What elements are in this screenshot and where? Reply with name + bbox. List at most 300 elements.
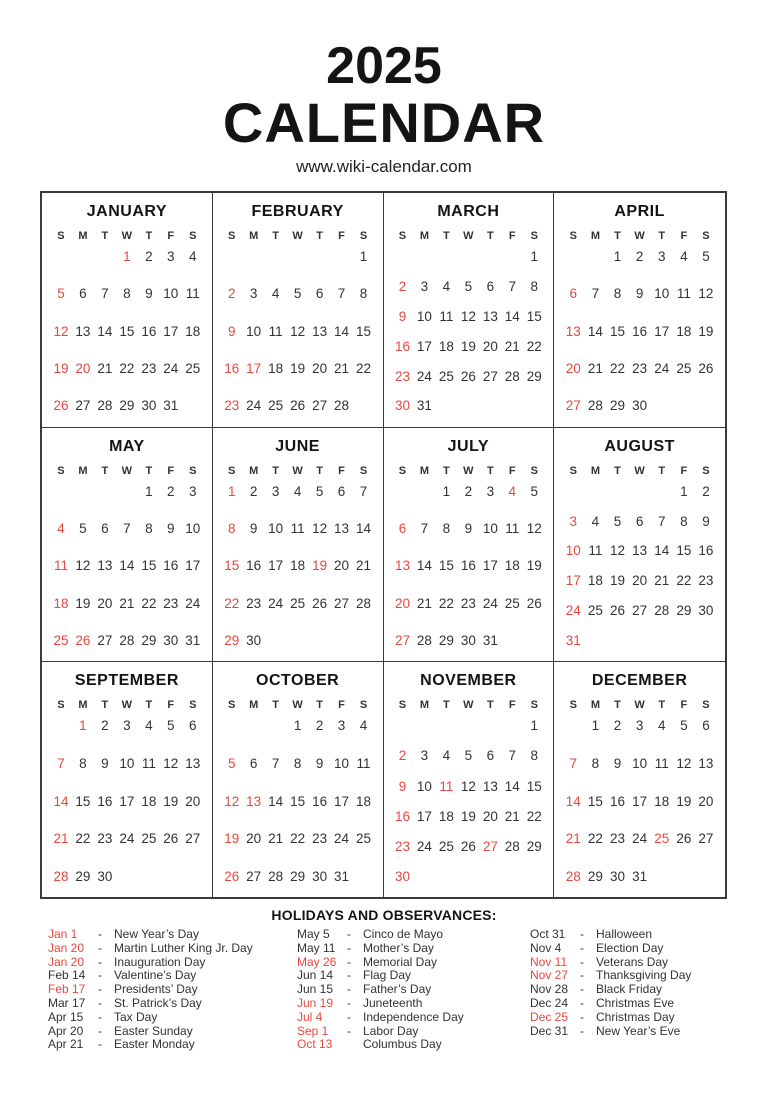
date-cell: 4 xyxy=(508,483,517,499)
date-cell: 23 xyxy=(141,361,157,377)
weekday-letter: M xyxy=(78,464,88,477)
weekday-header xyxy=(392,699,546,711)
date-cell: 21 xyxy=(504,338,520,354)
date-cell-empty xyxy=(353,869,375,885)
date-cell: 10 xyxy=(246,323,262,339)
date-cell: 1 xyxy=(530,718,539,734)
date-cell: 11 xyxy=(290,521,305,537)
date-cell: 2 xyxy=(398,278,407,294)
holiday-row xyxy=(297,997,530,1011)
date-cell: 15 xyxy=(224,558,240,574)
holiday-dash: - xyxy=(347,995,351,1010)
date-cell: 17 xyxy=(119,793,135,809)
date-cell: 11 xyxy=(676,286,691,302)
weekday-letter: M xyxy=(590,230,600,242)
month-june xyxy=(213,428,384,663)
month-dates xyxy=(221,718,375,885)
date-cell: 13 xyxy=(75,323,91,339)
date-cell-empty xyxy=(50,484,72,500)
date-row xyxy=(392,748,546,764)
month-january xyxy=(42,193,213,428)
date-cell: 18 xyxy=(185,323,201,339)
weekday-letter: S xyxy=(569,699,577,712)
date-cell: 26 xyxy=(698,361,714,377)
date-cell: 31 xyxy=(163,398,179,414)
date-cell: 1 xyxy=(442,483,451,499)
weekday-letter: F xyxy=(338,464,345,477)
date-cell: 6 xyxy=(315,286,324,302)
date-cell: 13 xyxy=(632,543,648,559)
weekday-letter: M xyxy=(78,699,88,712)
date-cell-empty xyxy=(479,249,501,265)
date-cell: 3 xyxy=(657,249,666,264)
holiday-name: Election Day xyxy=(596,940,664,955)
date-cell-empty xyxy=(695,398,717,414)
date-cell: 15 xyxy=(676,543,692,559)
date-cell: 22 xyxy=(587,831,603,847)
holiday-dash: - xyxy=(98,982,102,997)
date-cell-empty xyxy=(673,398,695,414)
date-row xyxy=(562,573,717,589)
month-october xyxy=(213,662,384,897)
date-cell: 27 xyxy=(312,398,328,414)
date-cell-empty xyxy=(629,484,651,500)
weekday-header xyxy=(221,230,375,242)
date-cell: 7 xyxy=(420,521,429,537)
holiday-row xyxy=(530,997,748,1011)
months-grid xyxy=(40,191,727,899)
date-cell-empty xyxy=(562,249,584,265)
date-row xyxy=(50,869,204,885)
date-cell: 6 xyxy=(486,748,495,764)
date-cell: 2 xyxy=(249,483,258,499)
date-cell: 28 xyxy=(654,603,670,619)
month-dates xyxy=(50,484,204,650)
holiday-row xyxy=(297,983,530,997)
holiday-name: Thanksgiving Day xyxy=(596,968,692,983)
date-cell: 10 xyxy=(654,286,670,302)
date-cell: 29 xyxy=(438,633,454,649)
weekday-letter: F xyxy=(508,699,516,712)
date-cell-empty xyxy=(523,633,545,649)
date-cell-empty xyxy=(523,869,545,885)
date-row xyxy=(392,309,546,325)
date-cell: 24 xyxy=(334,831,350,847)
date-cell: 14 xyxy=(504,308,520,324)
holiday-dash xyxy=(347,1038,363,1052)
date-cell: 20 xyxy=(75,361,91,377)
weekday-letter: T xyxy=(145,699,153,712)
date-cell: 20 xyxy=(312,361,328,377)
date-cell: 7 xyxy=(508,278,517,294)
date-row xyxy=(50,756,204,772)
weekday-letter: T xyxy=(443,230,450,242)
date-cell-empty xyxy=(221,718,243,734)
date-cell: 16 xyxy=(141,323,157,339)
weekday-letter: W xyxy=(292,699,303,712)
date-cell: 18 xyxy=(290,558,306,574)
date-cell: 28 xyxy=(334,398,350,414)
date-cell: 18 xyxy=(654,793,670,809)
weekday-letter: S xyxy=(359,464,368,477)
date-cell: 8 xyxy=(530,748,539,764)
date-cell-empty xyxy=(243,249,265,265)
weekday-letter: S xyxy=(359,699,368,712)
date-cell: 30 xyxy=(394,398,410,414)
date-cell: 5 xyxy=(613,513,622,529)
weekday-letter: F xyxy=(680,230,688,242)
date-row xyxy=(562,484,717,500)
date-cell-empty xyxy=(435,869,457,885)
date-cell: 8 xyxy=(591,755,600,771)
holiday-name: St. Patrick’s Day xyxy=(114,995,202,1010)
weekday-letter: S xyxy=(189,464,197,477)
date-row xyxy=(50,361,204,377)
date-cell: 22 xyxy=(676,573,692,589)
holiday-name: Flag Day xyxy=(363,968,412,983)
date-cell-empty xyxy=(94,249,116,265)
date-cell: 1 xyxy=(79,718,87,734)
date-row xyxy=(392,779,546,795)
weekday-letter: T xyxy=(316,699,323,712)
date-cell: 4 xyxy=(591,513,600,529)
holiday-date: Dec 24 xyxy=(530,995,569,1010)
date-cell: 9 xyxy=(315,755,324,771)
date-cell: 25 xyxy=(676,361,692,377)
date-cell: 8 xyxy=(530,278,539,294)
holiday-row xyxy=(48,983,297,997)
holiday-name: Martin Luther King Jr. Day xyxy=(114,940,253,955)
date-cell: 3 xyxy=(123,718,131,734)
date-cell-empty xyxy=(606,484,628,500)
holiday-row xyxy=(530,969,748,983)
holiday-date: Nov 4 xyxy=(530,940,562,955)
date-cell: 17 xyxy=(163,323,179,339)
weekday-letter: W xyxy=(463,699,474,712)
date-cell: 10 xyxy=(268,521,284,537)
date-row xyxy=(50,831,204,847)
holiday-name: Easter Sunday xyxy=(114,1023,193,1038)
date-cell: 30 xyxy=(632,398,648,414)
weekday-letter: T xyxy=(101,699,109,712)
weekday-letter: M xyxy=(249,230,259,242)
date-cell: 12 xyxy=(698,286,714,302)
date-cell: 10 xyxy=(334,755,350,771)
date-cell: 27 xyxy=(565,398,581,414)
date-cell-empty xyxy=(457,398,479,414)
weekday-letter: F xyxy=(508,230,516,242)
date-cell-empty xyxy=(116,869,138,885)
month-dates xyxy=(392,484,546,650)
weekday-letter: S xyxy=(530,464,538,477)
date-cell: 1 xyxy=(530,249,539,264)
date-cell: 19 xyxy=(224,831,240,847)
date-cell: 3 xyxy=(486,483,495,499)
date-cell: 29 xyxy=(119,398,135,414)
holiday-date: Jun 19 xyxy=(297,995,334,1010)
date-row xyxy=(562,718,717,734)
date-cell: 29 xyxy=(290,868,306,884)
date-cell: 23 xyxy=(97,831,113,847)
date-cell: 8 xyxy=(227,521,236,537)
date-cell: 7 xyxy=(591,286,600,302)
date-cell: 30 xyxy=(312,868,328,884)
date-cell: 23 xyxy=(698,573,714,589)
date-cell: 22 xyxy=(141,595,157,611)
date-cell: 23 xyxy=(163,595,179,611)
date-cell: 26 xyxy=(290,398,306,414)
holiday-date: May 5 xyxy=(297,927,330,941)
date-cell: 21 xyxy=(355,558,372,574)
date-row xyxy=(221,324,375,340)
month-march xyxy=(384,193,555,428)
holiday-name: Mother’s Day xyxy=(363,940,434,955)
holiday-name: Memorial Day xyxy=(363,954,438,969)
date-cell: 26 xyxy=(53,398,69,414)
date-cell: 18 xyxy=(676,323,692,339)
month-dates xyxy=(221,249,375,415)
holiday-dash: - xyxy=(347,1009,351,1024)
holiday-row xyxy=(297,969,530,983)
month-november xyxy=(384,662,555,897)
date-cell: 12 xyxy=(609,543,626,559)
date-cell: 18 xyxy=(438,808,454,824)
weekday-letter: T xyxy=(486,230,494,242)
date-cell: 9 xyxy=(249,521,258,537)
date-cell: 2 xyxy=(167,483,175,499)
date-cell-empty xyxy=(309,249,331,265)
date-cell: 21 xyxy=(416,595,432,611)
holiday-name: Christmas Day xyxy=(596,1009,675,1024)
date-cell: 13 xyxy=(246,793,262,809)
holiday-date: Jul 4 xyxy=(297,1009,323,1024)
holiday-row xyxy=(48,969,297,983)
date-row xyxy=(392,279,546,295)
date-cell: 28 xyxy=(504,368,520,384)
weekday-letter: M xyxy=(590,699,600,712)
holiday-row xyxy=(297,928,530,942)
date-cell: 6 xyxy=(101,521,109,537)
weekday-letter: T xyxy=(145,230,153,242)
date-cell-empty xyxy=(331,249,353,265)
weekday-letter: S xyxy=(569,230,577,242)
date-cell: 2 xyxy=(398,748,407,764)
weekday-letter: T xyxy=(145,464,153,477)
weekday-letter: S xyxy=(228,699,236,712)
calendar-page xyxy=(0,37,768,1052)
date-cell: 5 xyxy=(464,278,473,294)
date-cell: 15 xyxy=(141,558,157,574)
date-cell-empty xyxy=(673,633,695,649)
date-cell-empty xyxy=(584,249,606,265)
date-row xyxy=(50,558,204,574)
month-title: NOVEMBER xyxy=(420,672,517,690)
date-cell: 29 xyxy=(75,868,91,884)
month-july xyxy=(384,428,555,663)
date-cell: 30 xyxy=(609,868,626,884)
date-cell: 19 xyxy=(290,361,306,377)
weekday-header xyxy=(392,230,546,242)
date-cell: 28 xyxy=(97,398,113,414)
month-title: AUGUST xyxy=(604,437,675,455)
month-dates xyxy=(50,249,204,415)
date-cell-empty xyxy=(562,718,584,734)
holiday-date: Nov 28 xyxy=(530,982,569,997)
date-cell-empty xyxy=(562,484,584,500)
date-cell: 14 xyxy=(587,323,603,339)
date-row xyxy=(562,286,717,302)
date-cell: 6 xyxy=(79,286,87,302)
date-cell: 4 xyxy=(442,278,451,294)
date-cell: 17 xyxy=(565,573,581,589)
weekday-letter: F xyxy=(167,230,175,242)
date-cell: 5 xyxy=(315,483,324,499)
date-cell: 8 xyxy=(79,755,87,771)
holiday-row xyxy=(48,1038,297,1052)
holiday-dash: - xyxy=(98,954,102,969)
date-cell: 2 xyxy=(145,249,153,264)
date-row xyxy=(392,484,546,500)
date-cell-empty xyxy=(265,249,287,265)
date-cell: 12 xyxy=(460,778,476,794)
date-row xyxy=(392,521,546,537)
holiday-dash: - xyxy=(580,968,584,983)
date-cell: 9 xyxy=(101,755,109,771)
date-cell: 10 xyxy=(416,778,432,794)
holiday-name: Labor Day xyxy=(363,1023,419,1038)
weekday-letter: M xyxy=(249,699,259,712)
holiday-row xyxy=(48,942,297,956)
date-cell: 16 xyxy=(698,543,714,559)
date-cell: 13 xyxy=(334,521,350,537)
date-cell: 18 xyxy=(504,558,520,574)
weekday-letter: T xyxy=(658,464,666,477)
date-cell-empty xyxy=(413,869,435,885)
date-cell-empty xyxy=(94,484,116,500)
date-row xyxy=(562,869,717,885)
holiday-date: Jan 20 xyxy=(48,954,85,969)
date-row xyxy=(50,633,204,649)
date-cell: 16 xyxy=(312,793,328,809)
date-cell: 28 xyxy=(268,868,284,884)
date-cell: 12 xyxy=(312,521,328,537)
date-cell: 25 xyxy=(185,361,201,377)
date-cell: 14 xyxy=(504,778,520,794)
weekday-letter: S xyxy=(57,230,65,242)
date-cell: 6 xyxy=(702,718,710,734)
date-cell-empty xyxy=(72,249,94,265)
date-cell: 10 xyxy=(163,286,179,302)
holiday-name: New Year’s Day xyxy=(114,927,199,941)
date-cell: 25 xyxy=(53,633,69,649)
date-cell: 26 xyxy=(609,603,626,619)
date-cell: 30 xyxy=(698,603,714,619)
weekday-letter: S xyxy=(228,464,236,477)
weekday-letter: S xyxy=(398,464,407,477)
date-cell: 4 xyxy=(189,249,197,264)
weekday-letter: S xyxy=(702,464,710,477)
date-cell: 29 xyxy=(141,633,157,649)
weekday-letter: F xyxy=(338,230,345,242)
holiday-row xyxy=(530,1011,748,1025)
holiday-date: Dec 31 xyxy=(530,1023,569,1038)
weekday-letter: W xyxy=(463,464,474,477)
date-row xyxy=(562,514,717,530)
date-row xyxy=(392,369,546,385)
date-cell: 20 xyxy=(394,595,410,611)
date-cell: 19 xyxy=(75,595,91,611)
holiday-name: Father’s Day xyxy=(363,982,432,997)
date-cell: 24 xyxy=(416,368,432,384)
date-cell: 23 xyxy=(609,831,626,847)
date-cell: 27 xyxy=(97,633,113,649)
month-december xyxy=(554,662,725,897)
page-header xyxy=(0,37,768,177)
date-row xyxy=(221,869,375,885)
date-cell: 21 xyxy=(97,361,113,377)
weekday-header xyxy=(221,465,375,477)
date-cell: 27 xyxy=(698,831,714,847)
month-title: OCTOBER xyxy=(256,672,340,690)
month-dates xyxy=(562,249,717,415)
date-cell: 21 xyxy=(654,573,670,589)
holiday-row xyxy=(297,942,530,956)
date-cell: 7 xyxy=(57,755,65,771)
date-cell: 6 xyxy=(569,286,578,302)
weekday-letter: T xyxy=(658,699,666,712)
date-cell: 6 xyxy=(249,755,258,771)
month-title: MARCH xyxy=(437,203,500,220)
date-cell-empty xyxy=(138,869,160,885)
date-cell: 19 xyxy=(460,338,476,354)
holiday-dash: - xyxy=(98,1023,102,1038)
date-cell: 26 xyxy=(460,838,476,854)
weekday-header xyxy=(392,465,546,477)
weekday-letter: S xyxy=(398,230,407,242)
date-cell-empty xyxy=(629,633,651,649)
holidays-section xyxy=(0,907,768,1052)
date-row xyxy=(392,633,546,649)
date-row xyxy=(221,361,375,377)
date-cell: 23 xyxy=(224,398,240,414)
month-may xyxy=(42,428,213,663)
date-cell: 15 xyxy=(526,778,542,794)
holiday-date: Apr 20 xyxy=(48,1023,84,1038)
date-cell: 31 xyxy=(565,633,581,649)
date-cell: 1 xyxy=(359,249,368,264)
date-cell: 9 xyxy=(398,308,407,324)
date-cell: 14 xyxy=(97,323,113,339)
date-cell: 13 xyxy=(698,755,714,771)
holiday-row xyxy=(530,1025,748,1039)
holiday-name: Columbus Day xyxy=(363,1037,442,1052)
date-cell: 3 xyxy=(420,278,429,294)
date-cell: 27 xyxy=(334,595,350,611)
date-cell-empty xyxy=(331,633,353,649)
weekday-letter: S xyxy=(702,699,710,712)
date-cell: 12 xyxy=(526,521,542,537)
weekday-letter: T xyxy=(101,464,109,477)
date-cell: 20 xyxy=(334,558,350,574)
weekday-letter: T xyxy=(272,230,280,242)
weekday-header xyxy=(221,699,375,711)
date-cell: 6 xyxy=(635,513,644,529)
date-cell: 8 xyxy=(442,521,451,537)
date-cell: 9 xyxy=(398,778,407,794)
date-cell: 21 xyxy=(587,361,603,377)
date-cell: 15 xyxy=(119,323,135,339)
date-row xyxy=(50,484,204,500)
